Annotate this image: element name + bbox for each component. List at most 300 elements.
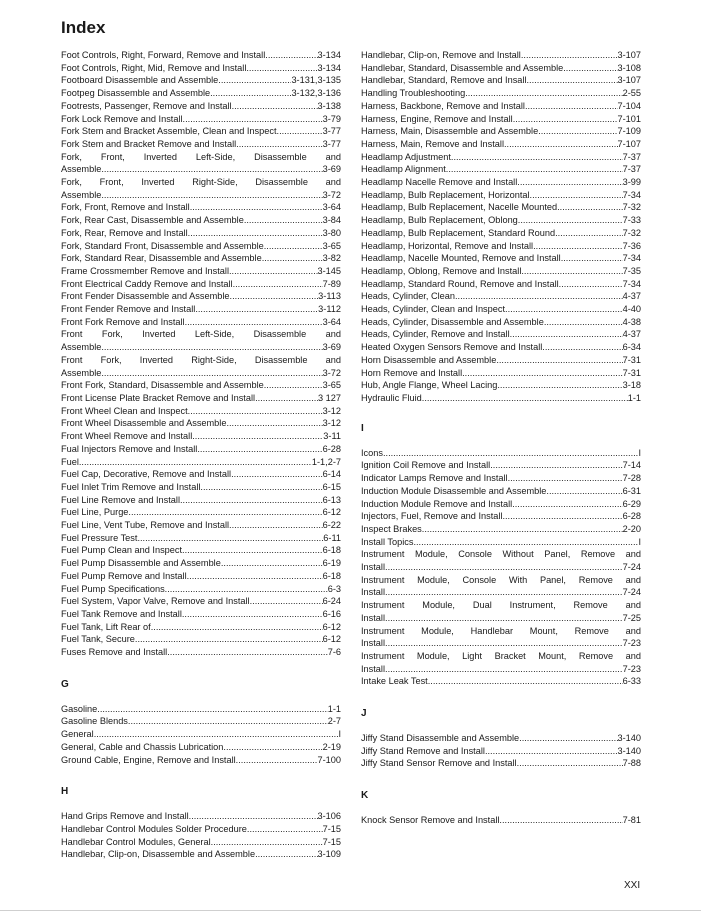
index-entry-text: [61, 354, 341, 367]
index-entry: [361, 100, 641, 113]
index-entry-text: Fuel Pump Clean and Inspect: [61, 545, 183, 556]
index-entry-word: Light: [462, 650, 483, 661]
dot-leader: [247, 823, 323, 836]
dot-leader: [413, 536, 638, 549]
index-entry-page: 7-88: [622, 758, 641, 769]
index-entry-text: Footrests, Passenger, Remove and Install: [61, 100, 232, 111]
index-entry-page: 3-65: [322, 380, 341, 391]
index-entry: [361, 341, 641, 354]
index-entry-text: Horn Remove and Install: [361, 367, 463, 378]
index-entry-page: 2-19: [322, 741, 341, 752]
index-entry-text: [361, 548, 641, 561]
dot-leader: [233, 278, 323, 291]
index-entry-text: Handlebar, Standard, Remove and Insall: [361, 75, 527, 86]
index-entry-word: Bracket: [494, 650, 526, 661]
index-entry-word: Module,: [414, 549, 448, 560]
dot-leader: [189, 810, 318, 823]
dot-leader: [510, 328, 623, 341]
index-entry-text: Harness, Main, Remove and Install: [361, 138, 504, 149]
index-entry: [361, 328, 641, 341]
index-entry: [361, 574, 641, 599]
index-entry: [361, 290, 641, 303]
index-entry-page: 1-1: [627, 392, 641, 403]
index-entry-page: 6-13: [322, 494, 341, 505]
index-entry: [61, 494, 341, 507]
index-entry-text: Gasoline Blends: [61, 716, 128, 727]
index-entry: [61, 506, 341, 519]
index-entry-page: 6-34: [622, 342, 641, 353]
index-entry-page: 6-28: [622, 511, 641, 522]
index-entry: [361, 814, 641, 827]
index-entry: [361, 599, 641, 624]
index-entry: [61, 100, 341, 113]
index-entry-word: Instrument: [361, 600, 405, 611]
index-entry-text: Handlebar, Clip-on, Disassemble and Assemble: [61, 849, 256, 860]
dot-leader: [422, 392, 628, 405]
index-entry-page: 3-140: [617, 745, 641, 756]
index-entry: [361, 625, 641, 650]
index-entry-page: 6-14: [322, 469, 341, 480]
index-entry-text: Foot Controls, Right, Mid, Remove and Install: [61, 62, 247, 73]
index-entry-word: Fork,: [101, 329, 123, 340]
index-entry-page: 7-109: [617, 126, 641, 137]
index-entry: [61, 595, 341, 608]
index-entry-page: 3-113: [318, 291, 341, 302]
dot-leader: [188, 227, 323, 240]
dot-leader: [385, 612, 623, 625]
index-entry-text: [361, 599, 641, 612]
index-entry-text: Headlamp, Standard Round, Remove and Install: [361, 278, 559, 289]
index-entry-word: Front: [61, 329, 83, 340]
dot-leader: [211, 836, 323, 849]
index-entry-page: 3-140: [617, 733, 641, 744]
index-entry-text: Fuses Remove and Install: [61, 647, 168, 658]
index-entry-page: I: [338, 729, 341, 740]
index-entry-word: Instrument: [361, 574, 405, 585]
index-entry-word: Disassemble: [254, 354, 308, 365]
section-spacer: [361, 720, 641, 732]
dot-leader: [385, 637, 623, 650]
index-entry: [61, 519, 341, 532]
index-entry-word: Disassemble: [254, 151, 307, 162]
dot-leader: [244, 214, 323, 227]
index-entry-word: Handlebar: [470, 625, 514, 636]
index-entry-word: Instrument,: [509, 600, 556, 611]
index-entry-text: Front Electrical Caddy Remove and Install: [61, 278, 233, 289]
dot-leader: [232, 100, 318, 113]
index-entry-text: Fuel Tank, Secure: [61, 634, 135, 645]
dot-leader: [230, 290, 319, 303]
index-entry-text: Headlamp, Bulb Replacement, Oblong: [361, 215, 518, 226]
dot-leader: [185, 316, 323, 329]
index-entry-text: Heated Oxygen Sensors Remove and Install: [361, 342, 543, 353]
index-entry: [61, 138, 341, 151]
index-entry-text-continued: Install: [361, 638, 386, 649]
index-entry-text: Frame Crossmember Remove and Install: [61, 265, 229, 276]
dot-leader: [94, 728, 339, 741]
index-entry: [61, 544, 341, 557]
index-entry: [361, 485, 641, 498]
index-entry-page: 3-18: [622, 380, 641, 391]
index-entry-text: Front Fork Remove and Install: [61, 316, 185, 327]
dot-leader: [465, 87, 622, 100]
dot-leader: [504, 138, 618, 151]
index-entry-text: Handlebar Control Modules Solder Procedure: [61, 823, 247, 834]
index-entry-page: 6-18: [322, 545, 341, 556]
index-entry-word: Front,: [99, 177, 124, 188]
index-entry-page: 3-107: [617, 75, 641, 86]
index-entry-page: 1-1,2-7: [311, 456, 341, 467]
index-entry-word: Mount,: [529, 625, 558, 636]
section-letter-heading: H: [61, 786, 69, 798]
index-entry-page: 7-15: [322, 836, 341, 847]
dot-leader: [518, 214, 623, 227]
index-entry: [361, 472, 641, 485]
dot-leader: [455, 290, 623, 303]
index-entry-word: Fork,: [100, 354, 122, 365]
index-entry-page: 3 127: [318, 392, 341, 403]
index-entry: [361, 278, 641, 291]
index-entry: [61, 443, 341, 456]
index-entry-text: Headlamp, Bulb Replacement, Standard Round: [361, 227, 556, 238]
index-entry: [61, 703, 341, 716]
index-entry-page: 7-34: [622, 278, 641, 289]
dot-leader: [255, 848, 317, 861]
index-entry-text: Ignition Coil Remove and Install: [361, 460, 491, 471]
dot-leader: [180, 494, 323, 507]
dot-leader: [101, 341, 322, 354]
dot-leader: [517, 757, 623, 770]
index-entry-page: 7-28: [622, 473, 641, 484]
index-entry: [361, 214, 641, 227]
dot-leader: [264, 240, 323, 253]
dot-leader: [462, 367, 622, 380]
dot-leader: [226, 417, 322, 430]
index-entry-word: Inverted: [141, 177, 175, 188]
index-entry-text: Intake Leak Test: [361, 676, 428, 687]
dot-leader: [182, 544, 323, 557]
dot-leader: [101, 189, 322, 202]
dot-leader: [165, 583, 328, 596]
index-entry: [361, 745, 641, 758]
index-entry-page: 7-15: [322, 823, 341, 834]
index-entry-text: Headlamp, Bulb Replacement, Horizontal: [361, 189, 530, 200]
index-entry-word: Remove: [578, 650, 614, 661]
index-entry-page: 3-64: [322, 202, 341, 213]
index-entry: [61, 201, 341, 214]
index-entry: [361, 459, 641, 472]
index-entry-text-continued: Install: [361, 612, 386, 623]
dot-leader: [538, 125, 617, 138]
index-entry-text-continued: Install: [361, 663, 386, 674]
index-entry-page: 7-24: [622, 562, 641, 573]
index-entry-text: Hand Grips Remove and Install: [61, 811, 189, 822]
index-entry-text: Harness, Main, Disassemble and Assemble: [361, 126, 539, 137]
index-entry-page: 3-80: [322, 227, 341, 238]
index-entry-text: Foot Controls, Right, Forward, Remove and Install: [61, 50, 266, 60]
dot-leader: [167, 646, 328, 659]
index-entry-word: Left-Side,: [194, 329, 235, 340]
index-entry-word: Remove: [574, 625, 609, 636]
index-entry-word: Instrument: [361, 549, 405, 560]
index-entry-text-continued: Assemble: [61, 189, 102, 200]
index-entry-word: Module,: [417, 574, 450, 585]
dot-leader: [200, 481, 322, 494]
index-entry-page: 3-84: [322, 215, 341, 226]
index-entry: [61, 87, 341, 100]
dot-leader: [525, 100, 618, 113]
index-entry-page: 3-112: [318, 304, 341, 315]
index-entry-page: 3-138: [317, 100, 341, 111]
index-entry-word: With: [508, 574, 528, 585]
index-entry: [61, 392, 341, 405]
index-entry-page: I: [638, 536, 641, 547]
index-entry: [361, 523, 641, 536]
index-entry-text: Front Wheel Clean and Inspect: [61, 405, 188, 416]
dot-leader: [446, 163, 623, 176]
index-entry: [61, 715, 341, 728]
index-entry: [61, 379, 341, 392]
index-entry-word: Inverted: [143, 151, 177, 162]
index-entry-page: 3-108: [617, 62, 641, 73]
index-entry-text: Inspect Brakes: [361, 523, 422, 534]
dot-leader: [221, 557, 323, 570]
dot-leader: [197, 443, 322, 456]
dot-leader: [182, 608, 323, 621]
dot-leader: [508, 472, 623, 485]
index-entry-text-continued: Assemble: [61, 342, 102, 353]
index-entry: [61, 62, 341, 75]
index-entry-text: Fork, Standard Front, Disassemble and Assemble: [61, 240, 264, 251]
index-entry: [61, 316, 341, 329]
index-entry-text: Injectors, Fuel, Remove and Install: [361, 511, 503, 522]
section-spacer: [61, 798, 341, 810]
dot-leader: [485, 745, 618, 758]
index-entry-page: 3-109: [317, 849, 341, 860]
dot-leader: [555, 227, 623, 240]
index-entry-text: Fuel Pump Specifications: [61, 583, 165, 594]
index-entry: [361, 151, 641, 164]
section-letter-heading: I: [361, 422, 364, 434]
index-entry-page: 3-107: [617, 50, 641, 60]
index-entry-word: Remove: [578, 574, 613, 585]
dot-leader: [490, 459, 622, 472]
section-spacer: [361, 435, 641, 447]
index-entry: [61, 468, 341, 481]
dot-leader: [128, 715, 328, 728]
index-entry-page: 3-106: [317, 811, 341, 822]
index-entry-page: 6-22: [322, 520, 341, 531]
index-entry-text: Jiffy Stand Sensor Remove and Install: [361, 758, 517, 769]
dot-leader: [561, 252, 623, 265]
index-entry-page: 2-7: [327, 716, 341, 727]
index-entry: [61, 354, 341, 379]
index-entry: [61, 240, 341, 253]
index-entry-page: 6-15: [322, 481, 341, 492]
index-entry-page: 7-33: [622, 215, 641, 226]
index-entry-text: Front Fork, Standard, Disassemble and Assemble: [61, 380, 264, 391]
dot-leader: [255, 392, 318, 405]
dot-leader: [277, 125, 323, 138]
index-entry-text: Horn Disassemble and Assemble: [361, 354, 497, 365]
index-entry-word: Console: [462, 574, 497, 585]
index-entry: [61, 405, 341, 418]
index-entry: [61, 583, 341, 596]
index-entry: [61, 741, 341, 754]
dot-leader: [526, 74, 617, 87]
index-entry-page: 7-89: [322, 278, 341, 289]
index-entry: [361, 757, 641, 770]
index-entry: [61, 125, 341, 138]
index-entry-page: 3-77: [322, 138, 341, 149]
index-entry-page: 4-37: [622, 329, 641, 340]
index-entry-page: 4-37: [622, 291, 641, 302]
index-entry-text: Harness, Backbone, Remove and Install: [361, 100, 525, 111]
dot-leader: [79, 456, 312, 469]
index-entry-text: Front Fender Disassemble and Assemble: [61, 291, 230, 302]
index-entry-word: Right-Side,: [191, 354, 237, 365]
index-entry-page: 4-38: [622, 316, 641, 327]
dot-leader: [135, 633, 323, 646]
index-entry-page: 7-104: [617, 100, 641, 111]
index-entry-page: 3-11: [323, 431, 341, 442]
index-entry: [361, 447, 641, 460]
index-column-right: [361, 49, 641, 827]
index-entry-page: 3-64: [322, 316, 341, 327]
index-entry: [361, 510, 641, 523]
index-entry: [61, 728, 341, 741]
section-spacer: [361, 405, 641, 423]
index-entry-text: Fork, Front, Remove and Install: [61, 202, 190, 213]
section-spacer: [361, 688, 641, 708]
index-entry: [61, 557, 341, 570]
index-entry: [61, 621, 341, 634]
index-entry-text: Fuel System, Vapor Valve, Remove and Install: [61, 596, 250, 607]
index-entry: [61, 290, 341, 303]
dot-leader: [246, 62, 317, 75]
index-entry-text: Footboard Disassemble and Assemble: [61, 75, 219, 86]
index-entry-page: 7-23: [622, 663, 641, 674]
index-entry-word: Module,: [416, 650, 450, 661]
index-entry-page: 3-69: [322, 342, 341, 353]
index-entry-page: 3-134: [317, 50, 341, 60]
index-entry-text: Headlamp Alignment: [361, 164, 446, 175]
index-entry-word: Module,: [422, 600, 455, 611]
section-letter-heading: J: [361, 708, 367, 720]
index-entry: [61, 227, 341, 240]
index-entry-text: Front Fender Remove and Install: [61, 304, 196, 315]
dot-leader: [428, 675, 623, 688]
dot-leader: [383, 447, 638, 460]
index-entry-page: 6-31: [622, 485, 641, 496]
index-entry-page: 7-36: [622, 240, 641, 251]
index-entry-word: Panel,: [544, 549, 571, 560]
index-entry-text: Headlamp, Horizontal, Remove and Install: [361, 240, 534, 251]
index-entry-word: Left-Side,: [195, 151, 236, 162]
index-entry: [61, 303, 341, 316]
index-entry-text: Fork, Standard Rear, Disassemble and Assemble: [61, 253, 262, 264]
dot-leader: [262, 252, 323, 265]
dot-leader: [97, 703, 327, 716]
index-entry-word: Inverted: [142, 329, 176, 340]
index-entry-text: Headlamp Nacelle Remove and Install: [361, 177, 518, 188]
index-entry-text: Induction Module Disassemble and Assemble: [361, 485, 547, 496]
dot-leader: [559, 278, 623, 291]
index-entry: [61, 278, 341, 291]
index-entry: [61, 608, 341, 621]
index-entry-page: 3-79: [322, 113, 341, 124]
index-entry: [361, 548, 641, 573]
index-entry: [361, 189, 641, 202]
dot-leader: [229, 265, 318, 278]
index-entry-text: General: [61, 729, 94, 740]
index-entry-text: Heads, Cylinder, Disassemble and Assemble: [361, 316, 544, 327]
index-entry-word: Fork,: [61, 177, 82, 188]
index-entry-page: 7-100: [317, 754, 341, 765]
dot-leader: [521, 49, 618, 62]
dot-leader: [513, 113, 618, 126]
index-entry-text: [361, 574, 641, 587]
dot-leader: [385, 663, 623, 676]
dot-leader: [218, 74, 291, 87]
dot-leader: [137, 532, 323, 545]
index-entry-word: Remove: [580, 549, 616, 560]
index-entry-page: 3-99: [622, 177, 641, 188]
index-entry-text: Handlebar, Standard, Disassemble and Assemble: [361, 62, 564, 73]
index-entry-text: Fork Stem and Bracket Assemble, Clean and Inspect: [61, 126, 277, 137]
page-number: XXI: [624, 880, 641, 891]
index-entry-page: 6-12: [322, 507, 341, 518]
dot-leader: [229, 519, 323, 532]
index-entry-page: 2-55: [622, 88, 641, 99]
index-entry: [361, 227, 641, 240]
index-entry-text: Fork, Rear Cast, Disassemble and Assemble: [61, 215, 244, 226]
index-entry-page: 6-12: [322, 634, 341, 645]
index-entry-text: Fuel Line, Purge: [61, 507, 129, 518]
dot-leader: [563, 62, 617, 75]
index-entry: [361, 49, 641, 62]
index-entry-text: Fuel Tank, Lift Rear of: [61, 621, 151, 632]
dot-leader: [544, 316, 623, 329]
index-entry: [361, 201, 641, 214]
section-spacer: [361, 770, 641, 790]
section-letter-heading: G: [61, 678, 69, 690]
dot-leader: [512, 498, 622, 511]
index-entry-page: 3-77: [322, 126, 341, 137]
dot-leader: [517, 176, 622, 189]
dot-leader: [496, 354, 622, 367]
index-entry: [61, 570, 341, 583]
dot-leader: [557, 201, 623, 214]
index-entry-page: 7-34: [622, 253, 641, 264]
index-entry-word: Console: [458, 549, 492, 560]
dot-leader: [505, 303, 623, 316]
index-entry-page: 3-134: [317, 62, 341, 73]
dot-leader: [101, 367, 322, 380]
index-entry-text: Heads, Cylinder, Remove and Install: [361, 329, 510, 340]
index-entry-text: Fuel Line Remove and Install: [61, 494, 180, 505]
index-entry-page: 3-69: [322, 164, 341, 175]
index-entry-page: 3-12: [322, 405, 341, 416]
index-entry-text: Jiffy Stand Remove and Install: [361, 745, 485, 756]
index-entry-page: 7-32: [622, 202, 641, 213]
index-entry-word: and: [625, 574, 641, 585]
index-entry-word: and: [325, 354, 341, 365]
index-entry: [61, 823, 341, 836]
index-entry-page: 7-24: [622, 587, 641, 598]
index-entry-text: Fork, Rear, Remove and Install: [61, 227, 188, 238]
index-entry-text: Headlamp Adjustment: [361, 151, 451, 162]
